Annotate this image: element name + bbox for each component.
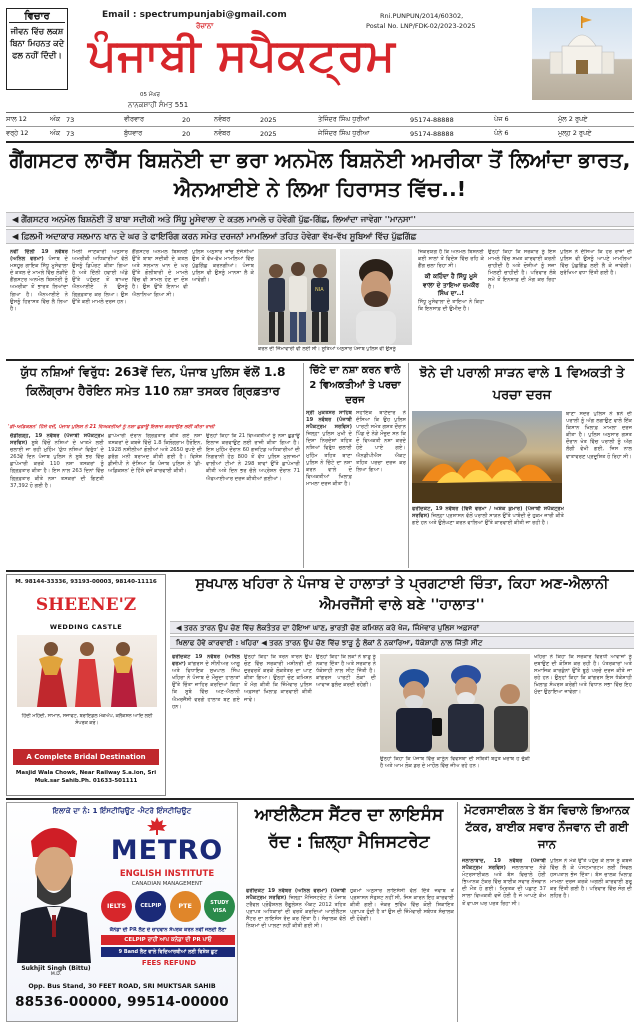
info-year: ਸਾਲ 12 bbox=[6, 115, 27, 123]
khaira-column-2: ਉਨ੍ਹਾਂ ਕਿਹਾ ਕਿ ਤਰਨ ਤਾਰਨ ਉਪ ਚੋਣ ਵਿੱਚ ਸਰਕਾਰੀ ਮਸ਼ੀਨਰੀ ਦੀ ਦੁਰਵਰਤੋਂ ਕਰਕੇ ਲੋਕਤੰਤਰ ਦਾ ਘਾਣ ਕੀਤਾ ਗਿਆ। ਉਨ੍ਹਾਂ ਚੋਣ ਕਮਿਸ਼ਨ ਤੋਂ ਮੰਗ ਕੀਤੀ ਕਿ ਜ਼ਿੰਮੇਵਾਰ ਪੁਲਿਸ ਅਫ਼ਸਰਾਂ ਖ਼ਿਲਾਫ਼ ਕਾਰਵਾਈ ਕੀਤੀ ਜਾਵੇ। bbox=[244, 654, 312, 703]
info-row-2 bbox=[6, 127, 634, 140]
info-phone: 95174-88888 bbox=[410, 129, 454, 138]
svg-text:NIA: NIA bbox=[315, 287, 324, 293]
badge-pte: PTE bbox=[170, 891, 201, 922]
info-editor: ਜੇਜਿੰਦਰ ਸਿੰਘ ਧੁਰੀਆ bbox=[318, 129, 370, 137]
info-editor: ਤੇਜਿੰਦਰ ਸਿੰਘ ਧੁਰੀਆਂ bbox=[318, 115, 370, 123]
info-phone: 95174-88888 bbox=[410, 115, 454, 124]
bride-groom-photo bbox=[17, 635, 157, 707]
info-month: ਨਵੰਬਰ bbox=[214, 129, 231, 137]
info-yearnum: 2025 bbox=[260, 129, 277, 138]
info-price: ਮੁਲ੍ਹ 2 ਰੁਪਏ bbox=[558, 129, 592, 137]
stubble-headline: ਝੋਨੇ ਦੀ ਪਰਾਲੀ ਸਾੜਨ ਵਾਲੇ 1 ਵਿਅਕਤੀ ਤੇ ਪਰਚਾ ਦਰਜ bbox=[419, 366, 625, 403]
sheenez-services: ਹਿੰਦੀ ਮਹਿੰਦੀ, ਸਾਮਾਨ, ਸਜਾਵਟ, ਬਰਾਇਡਲ ਮੇਕਅੱਪ, ਕਲੈਕਸ਼ਨ ਆਦਿ ਲਈ ਸੰਪਰਕ ਕਰੋ। bbox=[21, 714, 153, 727]
email: Email : spectrumpunjabi@gmail.com bbox=[102, 10, 287, 20]
chitte-headline: ਚਿੱਟੇ ਦਾ ਨਸ਼ਾ ਕਰਨ ਵਾਲੇ 2 ਵਿਅਕਤੀਆਂ ਤੇ ਪਰਚਾ ਦਰਜ bbox=[309, 365, 401, 406]
khaira-column-4: ਉਨ੍ਹਾਂ ਕਿਹਾ ਕਿ ਪੰਜਾਬ ਵਿੱਚ ਕਾਨੂੰਨ ਵਿਵਸਥਾ ਦੀ ਸਥਿਤੀ ਬਹੁਤ ਖ਼ਰਾਬ ਹੋ ਚੁੱਕੀ ਹੈ ਅਤੇ ਆਮ ਲੋਕ ਡਰ ਦੇ ਮਾਹੌਲ ਵਿੱਚ ਜੀਅ ਰਹੇ ਹਨ। bbox=[380, 756, 530, 770]
metro-maple-icon bbox=[147, 817, 167, 835]
day-label: 05 ਮੰਘਰ bbox=[140, 92, 160, 98]
quote-box-text: ਜੀਵਨ ਵਿੱਚ ਲਕਸ਼ ਬਿਨਾ ਮਿਹਨਤ ਕਦੇ ਫਲ ਨਹੀਂ ਦਿੰਦੀ। bbox=[9, 27, 65, 60]
ielts-dateline: ਫਰੀਦਕੋਟ 19 ਨਵੰਬਰ (ਅਨਿਲ ਵਰਮਾ) (ਪੰਜਾਬੀ ਸਪੈਕਟ੍ਰਮ ਸਰਵਿਸ) bbox=[246, 888, 346, 902]
ielts-column-1: ਫਰੀਦਕੋਟ 19 ਨਵੰਬਰ (ਅਨਿਲ ਵਰਮਾ) (ਪੰਜਾਬੀ ਸਪੈਕਟ੍ਰਮ ਸਰਵਿਸ) ਜ਼ਿਲ੍ਹਾ ਮੈਜਿਸਟਰੇਟ ਨੇ ਪੰਜਾਬ ਟਰੈਵਲ ਪ੍ਰੋਫੈਸ਼ਨਲ ਰੈਗੂਲੇਸ਼ਨ ਐਕਟ 2012 ਤਹਿਤ ਪ੍ਰਾਪਤ ਅਧਿਕਾਰਾਂ ਦੀ ਵਰਤੋਂ ਕਰਦਿਆਂ ਆਈਲੈਟਸ ਸੈਂਟਰ ਦਾ ਲਾਇਸੰਸ ਰੱਦ ਕਰ ਦਿੱਤਾ ਹੈ। ਸੰਚਾਲਕ ਵੱਲੋਂ ਨਿਯਮਾਂ ਦੀ ਪਾਲਣਾ ਨਹੀਂ ਕੀਤੀ ਗਈ ਸੀ। bbox=[246, 888, 346, 930]
stubble-column-right: ਥਾਣਾ ਸਦਰ ਪੁਲਿਸ ਨੇ ਝੋਨੇ ਦੀ ਪਰਾਲੀ ਨੂੰ ਅੱਗ ਲਗਾਉਣ ਵਾਲੇ ਇੱਕ ਕਿਸਾਨ ਖਿਲਾਫ਼ ਮਾਮਲਾ ਦਰਜ ਕੀਤਾ ਹੈ। ਪੁਲਿਸ ਅਨੁਸਾਰ ਗਸ਼ਤ ਦੌਰਾਨ ਖੇਤ ਵਿੱਚ ਪਰਾਲੀ ਨੂੰ ਅੱਗ ਲੱਗੀ ਵੇਖੀ ਗਈ, ਜਿਸ ਨਾਲ ਵਾਤਾਵਰਣ ਪ੍ਰਦੂਸ਼ਿਤ ਹੋ ਰਿਹਾ ਸੀ। bbox=[566, 411, 632, 460]
info-row-1 bbox=[6, 113, 634, 126]
accident-column-1: ਜਲਾਲਾਬਾਦ, 19 ਨਵੰਬਰ (ਪੰਜਾਬੀ ਸਪੈਕਟ੍ਰਮ ਸਰਵਿਸ) ਜਲਾਲਾਬਾਦ ਨੇੜੇ ਮੋਟਰਸਾਈਕਲ ਅਤੇ ਬੱਸ ਵਿਚਾਲੇ ਹੋਈ ਭਿਆਨਕ ਟੱਕਰ ਵਿੱਚ ਬਾਈਕ ਸਵਾਰ ਨੌਜਵਾਨ ਦੀ ਮੌਤ ਹੋ ਗਈ। ਮ੍ਰਿਤਕ ਦੀ ਪਛਾਣ 37 ਸਾਲਾ ਵਿਅਕਤੀ ਵਜੋਂ ਹੋਈ ਹੈ ਜੋ ਆਪਣੇ ਕੰਮ ਤੋਂ ਵਾਪਸ ਘਰ ਪਰਤ ਰਿਹਾ ਸੀ। bbox=[462, 858, 546, 907]
sheenez-subtitle: WEDDING CASTLE bbox=[49, 623, 123, 631]
nia-arrest-photo bbox=[258, 249, 336, 345]
nanakshahi-year: ਨਾਨਕਸ਼ਾਹੀ ਸੰਮਤ 551 bbox=[128, 101, 189, 109]
stubble-fire-photo bbox=[412, 411, 562, 503]
stubble-dateline: ਫਰੀਦਕੋਟ, 19 ਨਵੰਬਰ (ਵਿਜੈ ਵਰਮਾ / ਅਸ਼ੋਕ ਕੁਮਾਰ) (ਪੰਜਾਬੀ ਸਪੈਕਟ੍ਰਮ ਸਰਵਿਸ) bbox=[412, 506, 564, 520]
lead-column-6: ਉਨ੍ਹਾਂ ਕਿਹਾ ਕਿ ਸਰਕਾਰ ਨੂੰ ਇਸ ਮਾਮਲੇ ਵਿੱਚ ਸਖ਼ਤ ਕਾਰਵਾਈ ਕਰਨੀ ਚਾਹੀਦੀ ਹੈ ਅਤੇ ਦੋਸ਼ੀਆਂ ਨੂੰ ਸਜ਼ਾ ਮਿਲਣੀ ਚਾਹੀਦੀ ਹੈ। ਪਰਿਵਾਰ ਲੰਬੇ ਸਮੇਂ ਤੋਂ ਇਨਸਾਫ਼ ਦੀ ਮੰਗ ਕਰ ਰਿਹਾ ਹੈ। bbox=[488, 249, 556, 291]
lead-column-3: ਗੈਂਗਸਟਰ ਅਨਮੋਲ ਬਿਸ਼ਨੋਈ ਉੱਤੇ ਬਾਬਾ ਸਦੀਕੀ ਦੇ ਕਤਲ ਅਤੇ ਸਲਮਾਨ ਖਾਨ ਦੇ ਘਰ ਉੱਤੇ ਗੋਲੀਬਾਰੀ ਦੇ ਮਾਮਲੇ ਵਿੱਚ ਵੀ ਸ਼ਾਮਲ ਹੋਣ ਦਾ ਦੋਸ਼ ਹੈ। ਉਸ ਉੱਤੇ ਇਨਾਮ ਵੀ ਐਲਾਨਿਆ ਗਿਆ ਸੀ। bbox=[132, 249, 188, 298]
chitte-column-2: ਸਹਾਇਕ ਥਾਣੇਦਾਰ ਨੇ ਦੱਸਿਆ ਕਿ ਉਹ ਪੁਲਿਸ ਪਾਰਟੀ ਸਮੇਤ ਗਸ਼ਤ ਦੌਰਾਨ ਪਿੰਡ ਦੇ ਨੇੜੇ ਮੌਜੂਦ ਸਨ ਕਿ ਦੋ ਵਿਅਕਤੀ ਨਸ਼ਾ ਕਰਦੇ ਹੋਏ ਪਾਏ ਗਏ। ਐਨਡੀਪੀਐਸ ਐਕਟ ਤਹਿਤ ਪਰਚਾ ਦਰਜ ਕਰ ਲਿਆ ਗਿਆ। bbox=[356, 410, 406, 473]
metro-line2: CELPIP ਰਾਹੀਂ ਆਪ ਕਨੇਡਾ ਦੀ PR ਪਾਓ bbox=[101, 935, 235, 945]
drug-column-3: ਉਨ੍ਹਾਂ ਕਿਹਾ ਕਿ 21 ਵਿਅਕਤੀਆਂ ਨੂੰ ਨਸ਼ਾ ਛੁਡਾਊ ਇਲਾਜ ਕਰਵਾਉਣ ਲਈ ਰਾਜ਼ੀ ਕੀਤਾ ਗਿਆ ਹੈ। ਇਸ ਮੁਹਿੰਮ ਦੌਰਾਨ 60 ਗਜ਼ਟਿਡ ਅਧਿਕਾਰੀਆਂ ਦੀ ਨਿਗਰਾਨੀ ਹੇਠ 800 ਤੋਂ ਵੱਧ ਪੁਲਿਸ ਮੁਲਾਜ਼ਮਾਂ ਵਾਲੀਆਂ ਟੀਮਾਂ ਨੇ 298 ਥਾਵਾਂ ਉੱਤੇ ਛਾਪੇਮਾਰੀ ਕੀਤੀ ਅਤੇ ਦਿਨ ਭਰ ਚੱਲੇ ਅਪ੍ਰੇਸ਼ਨ ਦੌਰਾਨ 71 ਐਫਆਈਆਰ ਦਰਜ ਕੀਤੀਆਂ ਗਈਆਂ। bbox=[206, 433, 300, 482]
khaira-headline: ਸੁਖਪਾਲ ਖਹਿਰਾ ਨੇ ਪੰਜਾਬ ਦੇ ਹਾਲਾਤਾਂ ਤੇ ਪ੍ਰਗਟਾਈ ਚਿੰਤਾ, ਕਿਹਾ ਅਣ-ਐਲਾਨੀ ਐਮਰਜੈਂਸੀ ਵਾਲੇ ਬਣੇ ''ਹਾਲਾਤ'' bbox=[195, 576, 609, 613]
quote-box bbox=[6, 8, 68, 90]
info-yearnum: 2025 bbox=[260, 115, 277, 124]
metro-person: Sukhjit Singh (Bittu) bbox=[21, 965, 91, 972]
khaira-column-1: ਫਰੀਦਕੋਟ 19 ਨਵੰਬਰ (ਅਨਿਲ ਵਰਮਾ) ਕਾਂਗਰਸ ਦੇ ਸੀਨੀਅਰ ਆਗੂ ਅਤੇ ਵਿਧਾਇਕ ਸੁਖਪਾਲ ਸਿੰਘ ਖਹਿਰਾ ਨੇ ਪੰਜਾਬ ਦੇ ਮੌਜੂਦਾ ਹਾਲਾਤਾਂ ਉੱਤੇ ਚਿੰਤਾ ਜ਼ਾਹਿਰ ਕਰਦਿਆਂ ਕਿਹਾ ਕਿ ਸੂਬੇ ਵਿੱਚ ਅਣ-ਐਲਾਨੀ ਐਮਰਜੈਂਸੀ ਵਰਗੇ ਹਾਲਾਤ ਬਣ ਗਏ ਹਨ। bbox=[172, 654, 240, 710]
lead-column-2: ਮਿਲੀ ਜਾਣਕਾਰੀ ਅਨੁਸਾਰ ਅਮਰੀਕੀ ਅਧਿਕਾਰੀਆਂ ਵੱਲੋਂ ਉਸਨੂੰ ਡਿਪੋਰਟ ਕੀਤਾ ਗਿਆ ਹੈ ਅਤੇ ਦਿੱਲੀ ਹਵਾਈ ਅੱਡੇ ਉੱਤੇ ਪਹੁੰਚਣ ਤੋਂ ਬਾਅਦ ਐਨਆਈਏ ਨੇ ਉਸਨੂੰ ਗ੍ਰਿਫ਼ਤਾਰ ਕਰ ਲਿਆ। ਉਸ ਉੱਤੇ ਕਈ ਮਾਮਲੇ ਦਰਜ ਹਨ। bbox=[72, 249, 128, 305]
khaira-subhead-2: ਖਿਲਾਫ ਹੋਵੇ ਕਾਰਵਾਈ : ਖਹਿਰਾ ◀ ਤਰਨ ਤਾਰਨ ਉਪ ਚੋਣ ਵਿੱਚ ਝਾੜੂ ਨੂੰ ਲੋਕਾਂ ਨੇ ਨਕਾਰਿਆ, ਧੱਕੇਸ਼ਾਹੀ ਨਾਲ ਜਿੱਤੀ ਸੀਟ bbox=[170, 636, 634, 649]
frequency-label: ਰੋਜ਼ਾਨਾ bbox=[196, 22, 214, 30]
ielts-column-2: ਹੁਕਮਾਂ ਅਨੁਸਾਰ ਲਾਇਸੰਸੀ ਵੱਲੋਂ ਦਿੱਤੇ ਜਵਾਬ ਤੋਂ ਪ੍ਰਸ਼ਾਸਨ ਸੰਤੁਸ਼ਟ ਨਹੀਂ ਸੀ, ਜਿਸ ਕਾਰਨ ਇਹ ਕਾਰਵਾਈ ਕੀਤੀ ਗਈ। ਜੇਕਰ ਭਵਿੱਖ ਵਿੱਚ ਕੋਈ ਸ਼ਿਕਾਇਤ ਪ੍ਰਾਪਤ ਹੁੰਦੀ ਹੈ ਤਾਂ ਉਸ ਦੀ ਜ਼ਿੰਮੇਵਾਰੀ ਸਬੰਧਤ ਸੰਚਾਲਕ ਦੀ ਹੋਵੇਗੀ। bbox=[350, 888, 454, 923]
info-date: 20 bbox=[182, 115, 191, 124]
drug-column-1: ਚੰਡੀਗੜ੍ਹ, 19 ਨਵੰਬਰ (ਪੰਜਾਬੀ ਸਪੈਕਟ੍ਰਮ ਸਰਵਿਸ) ਸੂਬੇ ਵਿੱਚੋਂ ਨਸ਼ਿਆਂ ਦੇ ਖਾਤਮੇ ਲਈ ਚਲਾਈ ਜਾ ਰਹੀ ਮੁਹਿੰਮ 'ਯੁੱਧ ਨਸ਼ਿਆਂ ਵਿਰੁੱਧ' ਦੇ 263ਵੇਂ ਦਿਨ ਪੰਜਾਬ ਪੁਲਿਸ ਨੇ ਸੂਬੇ ਭਰ ਵਿੱਚ ਛਾਪੇਮਾਰੀ ਕਰਕੇ 110 ਨਸ਼ਾ ਤਸਕਰਾਂ ਨੂੰ ਗ੍ਰਿਫ਼ਤਾਰ ਕੀਤਾ ਹੈ। ਇਸ ਨਾਲ 263 ਦਿਨਾਂ ਵਿੱਚ ਗ੍ਰਿਫ਼ਤਾਰ ਕੀਤੇ ਨਸ਼ਾ ਤਸਕਰਾਂ ਦੀ ਗਿਣਤੀ 37,392 ਹੋ ਗਈ ਹੈ। bbox=[10, 433, 104, 489]
sheenez-phones: M. 98144-33336, 93193-00003, 98140-11116 bbox=[15, 579, 157, 585]
badge-study-visa: STUDY VISA bbox=[204, 891, 235, 922]
accident-column-2: ਪੁਲਿਸ ਨੇ ਮੌਕੇ ਉੱਤੇ ਪਹੁੰਚ ਕੇ ਲਾਸ਼ ਨੂੰ ਕਬਜ਼ੇ ਵਿੱਚ ਲੈ ਕੇ ਪੋਸਟਮਾਰਟਮ ਲਈ ਸਿਵਲ ਹਸਪਤਾਲ ਭੇਜ ਦਿੱਤਾ। ਬੱਸ ਚਾਲਕ ਖਿਲਾਫ਼ ਮਾਮਲਾ ਦਰਜ ਕਰਕੇ ਅਗਲੀ ਕਾਰਵਾਈ ਸ਼ੁਰੂ ਕਰ ਦਿੱਤੀ ਗਈ ਹੈ। ਪਰਿਵਾਰ ਵਿੱਚ ਸੋਗ ਦੀ ਲਹਿਰ ਹੈ। bbox=[550, 858, 632, 900]
khaira-subhead-1: ◀ ਤਰਨ ਤਾਰਨ ਉਪ ਚੋਣ ਵਿੱਚ ਲੋਕਤੰਤਰ ਦਾ ਹੋਇਆ ਘਾਣ, ਭਾਰਤੀ ਚੋਣ ਕਮਿਸ਼ਨ ਕਰੇ ਖੋਜ, ਜਿੰਮੇਵਾਰ ਪੁਲਿਸ ਅਫ਼ਸਰਾਂ bbox=[170, 621, 634, 634]
lead-column-7: ਪੁਲਿਸ ਨੇ ਦੱਸਿਆ ਕਿ ਹੋਰ ਰਾਜਾਂ ਦੀ ਪੁਲਿਸ ਵੀ ਉਸਨੂੰ ਆਪਣੇ ਮਾਮਲਿਆਂ ਵਿੱਚ ਪੁੱਛਗਿੱਛ ਲਈ ਲੈ ਕੇ ਜਾਵੇਗੀ। ਸੁਰੱਖਿਆ ਵਧਾ ਦਿੱਤੀ ਗਈ ਹੈ। bbox=[560, 249, 632, 277]
info-issue-label: ਅੰਕ bbox=[50, 129, 61, 137]
metro-ad[interactable] bbox=[6, 802, 238, 1022]
lead-pullquote: ਕੀ ਕਹਿੰਦਾ ਹੈ ਸਿੱਧੂ ਮੂਸੇ ਵਾਲਾ ਦੇ ਤਾਇਆ ਚਮਕੌਰ ਸਿੰਘ ਦਾ..! bbox=[422, 273, 480, 298]
metro-fees-refund: FEES REFUND bbox=[141, 959, 197, 967]
metro-director-photo bbox=[11, 817, 97, 963]
metro-phones: 88536-00000, 99514-00000 bbox=[15, 994, 229, 1010]
accident-dateline: ਜਲਾਲਾਬਾਦ, 19 ਨਵੰਬਰ (ਪੰਜਾਬੀ ਸਪੈਕਟ੍ਰਮ ਸਰਵਿਸ) bbox=[462, 858, 546, 872]
khaira-column-5: ਖਹਿਰਾ ਨੇ ਕਿਹਾ ਕਿ ਸਰਕਾਰ ਵਿਰੋਧੀ ਆਵਾਜ਼ਾਂ ਨੂੰ ਦਬਾਉਣ ਦੀ ਕੋਸ਼ਿਸ਼ ਕਰ ਰਹੀ ਹੈ। ਪੱਤਰਕਾਰਾਂ ਅਤੇ ਸਮਾਜਿਕ ਕਾਰਕੁੰਨਾਂ ਉੱਤੇ ਝੂਠੇ ਪਰਚੇ ਦਰਜ ਕੀਤੇ ਜਾ ਰਹੇ ਹਨ। ਉਨ੍ਹਾਂ ਕਿਹਾ ਕਿ ਕਾਂਗਰਸ ਇਸ ਧੱਕੇਸ਼ਾਹੀ ਖ਼ਿਲਾਫ਼ ਸੰਘਰਸ਼ ਕਰੇਗੀ ਅਤੇ ਵਿਧਾਨ ਸਭਾ ਵਿੱਚ ਇਹ ਮੁੱਦਾ ਉਠਾਇਆ ਜਾਵੇਗਾ। bbox=[534, 654, 632, 696]
khaira-column-3: ਉਨ੍ਹਾਂ ਕਿਹਾ ਕਿ ਲੋਕਾਂ ਨੇ ਝਾੜੂ ਨੂੰ ਨਕਾਰ ਦਿੱਤਾ ਹੈ ਅਤੇ ਸਰਕਾਰ ਨੇ ਧੱਕੇਸ਼ਾਹੀ ਨਾਲ ਸੀਟ ਜਿੱਤੀ ਹੈ। ਕਾਂਗਰਸ ਪਾਰਟੀ ਲੋਕਾਂ ਦੀ ਆਵਾਜ਼ ਬੁਲੰਦ ਕਰਦੀ ਰਹੇਗੀ। bbox=[316, 654, 376, 689]
info-issue-number: 73 bbox=[66, 115, 75, 124]
info-pages: ਪੰਨੇ 6 bbox=[494, 129, 509, 137]
chitte-dateline: ਸ੍ਰੀ ਮੁਕਤਸਰ ਸਾਹਿਬ 19 ਨਵੰਬਰ (ਪੰਜਾਬੀ ਸਪੈਕਟ੍ਰਮ ਸਰਵਿਸ) bbox=[306, 410, 352, 431]
info-weekday: ਬੁੱਧਵਾਰ bbox=[124, 129, 143, 137]
stubble-caption: ਫਰੀਦਕੋਟ, 19 ਨਵੰਬਰ (ਵਿਜੈ ਵਰਮਾ / ਅਸ਼ੋਕ ਕੁਮਾਰ) (ਪੰਜਾਬੀ ਸਪੈਕਟ੍ਰਮ ਸਰਵਿਸ) ਜ਼ਿਲ੍ਹਾ ਪ੍ਰਸ਼ਾਸਨ ਵੱਲੋਂ ਪਰਾਲੀ ਸਾੜਨ ਉੱਤੇ ਪਾਬੰਦੀ ਦੇ ਹੁਕਮ ਜਾਰੀ ਕੀਤੇ ਗਏ ਹਨ ਅਤੇ ਉਲੰਘਣਾ ਕਰਨ ਵਾਲਿਆਂ ਉੱਤੇ ਕਾਰਵਾਈ ਕੀਤੀ ਜਾ ਰਹੀ ਹੈ। bbox=[412, 506, 564, 527]
info-issue-label: ਅੰਕ bbox=[50, 115, 61, 123]
lead-photo-caption: ਕਰਨ ਦੀ ਜਿੰਮਾਵਾਰੀ ਵੀ ਲਈ ਸੀ। ਸੂਤਿਆਂ ਅਨੁਸਾਰ ਪੰਜਾਬ ਪੁਲਿਸ ਵੀ ਉਸਨੂੰ bbox=[258, 346, 396, 352]
gurdwara-photo bbox=[532, 8, 632, 100]
ielts-headline: ਆਈਲੈਟਸ ਸੈਂਟਰ ਦਾ ਲਾਇਸੰਸ ਰੱਦ : ਜ਼ਿਲ੍ਹਾ ਮੈਜਿਸਟਰੇਟ bbox=[254, 805, 444, 852]
sheenez-tagline: A Complete Bridal Destination bbox=[13, 749, 159, 765]
lead-column-1: ਨਵੀਂ ਦਿੱਲੀ 19 ਨਵੰਬਰ (ਅਨਿਲ ਵਰਮਾ) ਪੰਜਾਬ ਦੇ ਮਸ਼ਹੂਰ ਗਾਇਕ ਸਿੱਧੂ ਮੂਸੇਵਾਲਾ ਦੇ ਕਤਲ ਦੇ ਮਾਮਲੇ ਵਿੱਚ ਲੋੜੀਂਦੇ ਗੈਂਗਸਟਰ ਅਨਮੋਲ ਬਿਸ਼ਨੋਈ ਨੂੰ ਅਮਰੀਕਾ ਤੋਂ ਭਾਰਤ ਲਿਆਂਦਾ ਗਿਆ ਹੈ। ਐਨਆਈਏ ਨੇ ਉਸਨੂੰ ਹਿਰਾਸਤ ਵਿੱਚ ਲੈ ਲਿਆ ਹੈ। bbox=[10, 249, 68, 312]
info-issue-number: 73 bbox=[66, 129, 75, 138]
badge-celpip: CELPIP bbox=[135, 891, 166, 922]
lead-column-4: ਪੁਲਿਸ ਅਨੁਸਾਰ ਜਾਂਚ ਏਜੰਸੀਆਂ ਉਸ ਤੋਂ ਵੱਖ-ਵੱਖ ਮਾਮਲਿਆਂ ਵਿੱਚ ਪੁੱਛਗਿੱਛ ਕਰਨਗੀਆਂ। ਪੰਜਾਬ ਪੁਲਿਸ ਵੀ ਉਸਨੂੰ ਮਾਨਸਾ ਲੈ ਕੇ ਆਵੇਗੀ। bbox=[192, 249, 254, 284]
drug-column-2: ਛਾਪੇਮਾਰੀ ਦੌਰਾਨ ਗ੍ਰਿਫ਼ਤਾਰ ਕੀਤੇ ਗਏ ਨਸ਼ਾ ਤਸਕਰਾਂ ਦੇ ਕਬਜ਼ੇ ਵਿੱਚੋਂ 1.8 ਕਿਲੋਗ੍ਰਾਮ ਹੈਰੋਇਨ, 1928 ਨਸ਼ੀਲੀਆਂ ਗੋਲੀਆਂ ਅਤੇ 2650 ਰੁਪਏ ਦੀ ਡਰੱਗ ਮਨੀ ਬਰਾਮਦ ਕੀਤੀ ਗਈ ਹੈ। ਵਿਸ਼ੇਸ਼ ਡੀਜੀਪੀ ਨੇ ਦੱਸਿਆ ਕਿ ਪੰਜਾਬ ਪੁਲਿਸ ਨੇ 'ਡੀ-ਅਡਿਕਸ਼ਨ' ਦੇ ਹਿੱਸੇ ਵਜੋਂ ਕਾਰਵਾਈ ਕੀਤੀ। bbox=[108, 433, 202, 475]
badge-ielts: IELTS bbox=[101, 891, 132, 922]
metro-address: Opp. Bus Stand, 30 FEET ROAD, SRI MUKTSAR SAHIB bbox=[28, 983, 216, 990]
metro-badges bbox=[101, 891, 235, 922]
metro-line1: ਕੈਨੇਡਾ ਦੀ PR ਲੈਣ ਦੇ ਚਾਹਵਾਨ ਸੰਪਰਕ ਕਰਨ ਨਵੀਂ ਜਲਦੀ ਲੈਣਾ bbox=[109, 927, 227, 933]
metro-top-line: ਇਲਾਕੇ ਦਾ ਨੰ: 1 ਇੰਸਟੀਚਿਊਟ -ਮੈਟਰੋ ਇੰਸਟੀਚਿਊਟ bbox=[52, 806, 192, 815]
info-year: ਵਰ੍ਹੇ 12 bbox=[6, 129, 29, 137]
lead-column-5: ਜ਼ਿਕਰਯੋਗ ਹੈ ਕਿ ਅਨਮੋਲ ਬਿਸ਼ਨੋਈ ਕਈ ਸਾਲਾਂ ਤੋਂ ਵਿਦੇਸ਼ ਵਿੱਚ ਰਹਿ ਕੇ ਗੈਂਗ ਚਲਾ ਰਿਹਾ ਸੀ। ਕੀ ਕਹਿੰਦਾ ਹੈ ਸਿੱਧੂ ਮੂਸੇ ਵਾਲਾ ਦੇ ਤਾਇਆ ਚਮਕੌਰ ਸਿੰਘ ਦਾ..! ਸਿੱਧੂ ਮੂਸੇਵਾਲਾ ਦੇ ਤਾਇਆ ਨੇ ਕਿਹਾ ਕਿ ਇਨਸਾਫ਼ ਦੀ ਉਮੀਦ ਹੈ। bbox=[418, 249, 484, 312]
rni-number: Rni.PUNPUN/2014/60302, bbox=[380, 12, 464, 20]
sheenez-name: SHEENE'Z bbox=[35, 595, 137, 615]
info-date: 20 bbox=[182, 129, 191, 138]
chitte-column-1: ਸ੍ਰੀ ਮੁਕਤਸਰ ਸਾਹਿਬ 19 ਨਵੰਬਰ (ਪੰਜਾਬੀ ਸਪੈਕਟ੍ਰਮ ਸਰਵਿਸ) ਜ਼ਿਲ੍ਹਾ ਪੁਲਿਸ ਮੁਖੀ ਦੇ ਦਿਸ਼ਾ ਨਿਰਦੇਸ਼ਾਂ ਤਹਿਤ ਨਸ਼ਿਆਂ ਵਿਰੁੱਧ ਚਲਾਈ ਮੁਹਿੰਮ ਤਹਿਤ ਥਾਣਾ ਪੁਲਿਸ ਨੇ ਚਿੱਟੇ ਦਾ ਨਸ਼ਾ ਕਰਨ ਵਾਲੇ ਦੋ ਵਿਅਕਤੀਆਂ ਖਿਲਾਫ਼ ਮਾਮਲਾ ਦਰਜ ਕੀਤਾ ਹੈ। bbox=[306, 410, 352, 487]
quote-box-title: ਵਿਚਾਰ bbox=[9, 11, 65, 23]
newspaper-title: ਪੰਜਾਬੀ ਸਪੈਕਟ੍ਰਮ bbox=[88, 30, 396, 81]
accident-headline: ਮੋਟਰਸਾਈਕਲ ਤੇ ਬੱਸ ਵਿਚਾਲੇ ਭਿਆਨਕ ਟੱਕਰ, ਬਾਈਕ ਸਵਾਰ ਨੌਜਵਾਨ ਦੀ ਗਈ ਜਾਨ bbox=[464, 803, 630, 851]
info-month: ਨਵੰਬਰ bbox=[214, 115, 231, 123]
drug-headline: ਯੁੱਧ ਨਸ਼ਿਆਂ ਵਿਰੁੱਧ: 263ਵੇਂ ਦਿਨ, ਪੰਜਾਬ ਪੁਲਿਸ ਵੱਲੋਂ 1.8 ਕਿਲੋਗ੍ਰਾਮ ਹੈਰੋਇਨ ਸਮੇਤ 110 ਨਸ਼ਾ ਤਸਕਰ ਗ੍ਰਿਫ਼ਤਾਰ bbox=[20, 365, 286, 398]
lead-dateline: ਨਵੀਂ ਦਿੱਲੀ 19 ਨਵੰਬਰ (ਅਨਿਲ ਵਰਮਾ) bbox=[10, 249, 68, 263]
sheenez-address: Masjid Wala Chowk, Near Railway S.a.ion, Sri Muk.sar Sahib.Ph. 01633-501111 bbox=[15, 770, 157, 784]
drug-dateline: ਚੰਡੀਗੜ੍ਹ, 19 ਨਵੰਬਰ (ਪੰਜਾਬੀ ਸਪੈਕਟ੍ਰਮ ਸਰਵਿਸ) bbox=[10, 433, 104, 447]
sheenez-ad[interactable] bbox=[6, 574, 166, 796]
info-weekday: ਵੀਰਵਾਰ bbox=[124, 115, 145, 123]
postal-number: Postal No. LNP/FDK-02/2023-2025 bbox=[366, 22, 476, 30]
lead-headline: ਗੈਂਗਸਟਰ ਲਾਰੈਂਸ ਬਿਸ਼ਨੋਈ ਦਾ ਭਰਾ ਅਨਮੋਲ ਬਿਸ਼ਨੋਈ ਅਮਰੀਕਾ ਤੋਂ ਲਿਆਂਦਾ ਭਾਰਤ, ਐਨਆਈਏ ਨੇ ਲਿਆ ਹਿਰਾਸਤ ਵਿੱਚ..! bbox=[9, 148, 631, 201]
info-price: ਮੁੱਲ 2 ਰੁਪਏ bbox=[558, 115, 588, 123]
khaira-press-photo bbox=[380, 654, 530, 752]
metro-sub2: CANADIAN MANAGEMENT bbox=[131, 881, 203, 887]
lead-subhead-1: ◀ ਗੈਂਗਸਟਰ ਅਨਮੋਲ ਬਿਸ਼ਨੋਈ ਤੋਂ ਬਾਬਾ ਸਦੀਕੀ ਅਤੇ ਸਿੱਧੂ ਮੂਸੇਵਾਲਾ ਦੇ ਕਤਲ ਮਾਮਲੇ ਚ ਹੋਵੇਗੀ ਪੁੱਛ-ਗਿੱਛ, ਲਿਆਂਦਾ ਜਾਵੇਗਾ ''ਮਾਨਸਾ'' bbox=[6, 212, 634, 227]
metro-name: METRO bbox=[110, 835, 224, 866]
khaira-dateline: ਫਰੀਦਕੋਟ 19 ਨਵੰਬਰ (ਅਨਿਲ ਵਰਮਾ) bbox=[172, 654, 240, 668]
info-pages: ਪੇਜ 6 bbox=[494, 115, 509, 123]
anmol-bishnoi-portrait bbox=[340, 249, 412, 345]
drug-kicker: 'ਡੀ-ਅਡਿਕਸ਼ਨ' ਹਿੱਸੇ ਵਜੋਂ, ਪੰਜਾਬ ਪੁਲਿਸ ਨੇ 21 ਵਿਅਕਤੀਆਂ ਨੂੰ ਨਸ਼ਾ ਛੁਡਾਊ ਇਲਾਜ ਕਰਵਾਉਣ ਲਈ ਕੀਤਾ ਰਾਜ਼ੀ bbox=[8, 424, 215, 430]
metro-line3: 9 Band ਲੈਣ ਵਾਲੇ ਵਿਦਿਆਰਥੀਆਂ ਲਈ ਵਿਸ਼ੇਸ਼ ਛੂਟ bbox=[101, 947, 235, 957]
lead-subhead-2: ◀ ਫ਼ਿਲਮੀ ਅਦਾਕਾਰ ਸਲਮਾਨ ਖਾਨ ਦੇ ਘਰ ਤੇ ਫਾਇਰਿੰਗ ਕਰਨ ਸਮੇਤ ਦਰਜਨਾਂ ਮਾਮਲਿਆਂ ਤਹਿਤ ਹੋਵੇਗਾ ਵੱਖ-ਵੱਖ ਸੂਬਿਆਂ ਵਿੱਚ ਪੁੱਛਗਿੱਛ bbox=[6, 229, 634, 244]
metro-person-title: M.D. bbox=[50, 972, 62, 977]
metro-subtitle: ENGLISH INSTITUTE bbox=[119, 869, 215, 879]
